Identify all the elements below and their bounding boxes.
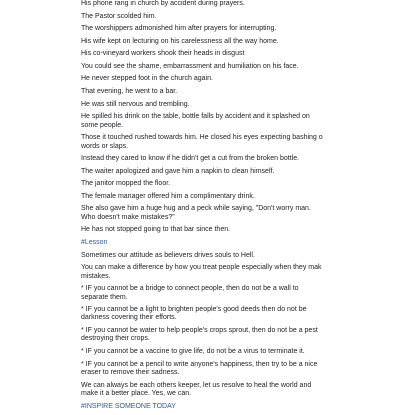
post-text-line: The female manager offered him a complimentary drink.	[81, 192, 255, 200]
post-paragraph	[81, 38, 394, 46]
post-paragraph	[81, 327, 394, 344]
post-text-line: He spilled his drink on the table, bottle falls by accident and it splashed on	[81, 113, 310, 121]
post-text-line: He was still nervous and trembling.	[81, 100, 190, 108]
post-paragraph	[81, 180, 394, 188]
hashtag-paragraph	[81, 239, 394, 247]
post-text-line: His phone rang in church by accident during prayers.	[81, 0, 245, 7]
post-text-line: The worshippers admonished him after prayers for interrupting.	[81, 25, 277, 33]
post-paragraph	[81, 285, 394, 302]
post-text-line: Sometimes our attitude as believers drives souls to Hell.	[81, 251, 255, 259]
post-text-line: * IF you cannot be a bridge to connect people, then do not be a wall to	[81, 285, 299, 293]
post-text-line: His co-vineyard workers shook their heads in disgust	[81, 50, 245, 58]
post-paragraph	[81, 193, 394, 201]
post-text-line: His wife kept on lecturing on his carelessness all the way home.	[81, 37, 279, 45]
post-paragraph	[81, 0, 394, 8]
post-text-line: * IF you cannot be a vaccine to give life, do not be a virus to terminate it.	[81, 348, 305, 356]
post-text-line: destroying their crops.	[81, 335, 150, 343]
post-paragraph	[81, 252, 394, 260]
post-text-line: You can make a difference by how you treat people especially when they mak	[81, 264, 322, 272]
post-text-line: He has not stopped going to that bar since then.	[81, 226, 231, 234]
post-text-line: separate them.	[81, 293, 128, 301]
post-text-line: That evening, he went to a bar.	[81, 88, 178, 96]
post-paragraph	[81, 63, 394, 71]
post-text-line: The janitor mopped the floor.	[81, 180, 171, 188]
post-paragraph	[81, 361, 394, 378]
hashtag-lesson-link[interactable]: #Lesson	[81, 239, 108, 246]
post-text-line: * IF you cannot be a pencil to write anyone's happiness, then try to be a nice	[81, 360, 318, 368]
hashtag-line	[81, 239, 394, 247]
post-paragraph	[81, 382, 394, 399]
post-paragraph	[81, 168, 394, 176]
closing-paragraph	[81, 403, 394, 411]
post-text-line: The waiter apologized and gave him a napkin to clean himself.	[81, 167, 275, 175]
post-text-line: We can always be each others keeper, let us resolve to heal the world and	[81, 381, 312, 389]
post-paragraph	[81, 348, 394, 356]
post-paragraph	[81, 13, 394, 21]
post-text-line: make it a better place. Yes, we can.	[81, 389, 192, 397]
post-text-line: Who doesn't make mistakes?"	[81, 213, 175, 221]
post-text-line: darkness covering their efforts.	[81, 314, 177, 322]
post-text-line: * IF you cannot be water to help people's crops sprout, then do not be a pest	[81, 327, 318, 335]
post-paragraph	[81, 134, 394, 151]
post-text-line: mistakes.	[81, 272, 111, 280]
post-text-line: some people.	[81, 121, 124, 129]
closing-text: SOMEONE TODAY	[112, 402, 176, 410]
post-text-line: You could see the shame, embarrassment and humiliation on his face.	[81, 62, 299, 70]
closing-line	[81, 403, 394, 411]
post-paragraph	[81, 101, 394, 109]
post-text-line: The Pastor scolded him.	[81, 12, 157, 20]
post-paragraph	[81, 226, 394, 234]
post-text-line: He never stepped foot in the church again.	[81, 75, 213, 83]
post-text-line: * IF you cannot be a light to brighten people's good deeds then do not be	[81, 306, 307, 314]
post-text-line: words or slaps.	[81, 142, 129, 150]
post-paragraph	[81, 264, 394, 281]
post-paragraph	[81, 88, 394, 96]
post-paragraph	[81, 113, 394, 130]
post-paragraph	[81, 50, 394, 58]
post-text-line: Those it touched rushed towards him. He closed his eyes expecting bashing o	[81, 134, 323, 142]
hashtag-inspire-link[interactable]: #INSPIRE	[81, 402, 113, 410]
post-text-line: eraser to remove their sadness.	[81, 369, 180, 376]
post-paragraph	[81, 306, 394, 323]
post-text-line: Instead they cared to know if he didn't get a cut from the broken bottle.	[81, 155, 300, 163]
post-paragraph	[81, 205, 394, 222]
post-paragraph	[81, 155, 394, 163]
post-paragraph	[81, 25, 394, 33]
post-body-text	[81, 0, 394, 415]
post-text-line: She also gave him a huge hug and a peck while saying, "Don't worry man.	[81, 205, 311, 213]
post-paragraph	[81, 75, 394, 83]
